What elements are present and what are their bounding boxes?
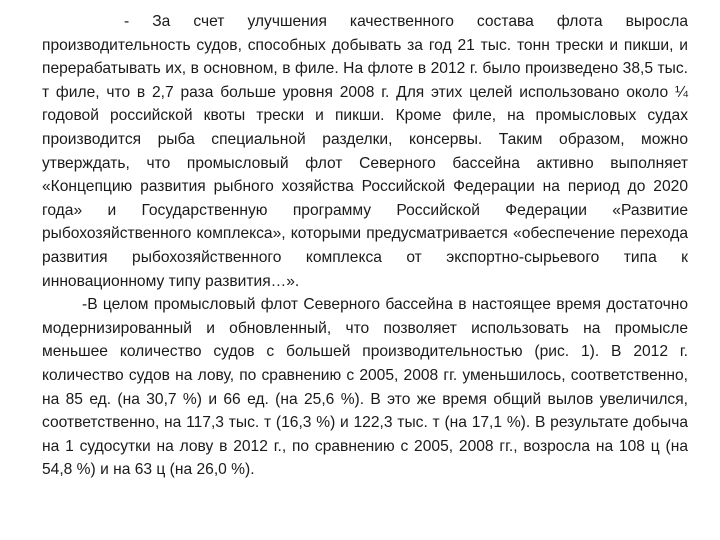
document-page bbox=[42, 10, 688, 482]
paragraph-fleet-modernization: -В целом промысловый флот Северного бассейна в настоящее время достаточно модернизированный и обновленный, что позволяет использовать на промысле меньшее количество судов с большей производительностью (рис. 1). В 2012 г. количество судов на лову, по сравнению с 2005, 2008 гг. уменьшилось, соответственно, на 85 ед. (на 30,7 %) и 66 ед. (на 25,6 %). В это же время общий вылов увеличился, соответственно, на 117,3 тыс. т (16,3 %) и 122,3 тыс. т (на 17,1 %). В результате добыча на 1 судосутки на лову в 2012 г., по сравнению с 2005, 2008 гг., возросла на 108 ц (на 54,8 %) и на 63 ц (на 26,0 %). bbox=[42, 296, 688, 479]
paragraph-fleet-productivity: - За счет улучшения качественного состава флота выросла производительность судов, способных добывать за год 21 тыс. тонн трески и пикши, и перерабатывать их, в основном, в филе. На флоте в 2012 г. было произведено 38,5 тыс. т филе, что в 2,7 раза больше уровня 2008 г. Для этих целей использовано около ¼ годовой российской квоты трески и пикши. Кроме филе, на промысловых судах производится рыба специальной разделки, консервы. Таким образом, можно утверждать, что промысловый флот Северного бассейна активно выполняет «Концепцию развития рыбного хозяйства Российской Федерации на период до 2020 года» и Государственную программу Российской Федерации «Развитие рыбохозяйственного комплекса», которыми предусматривается «обеспечение перехода развития рыбохозяйственного комплекса от экспортно-сырьевого типа к инновационному типу развития…». bbox=[42, 13, 688, 290]
